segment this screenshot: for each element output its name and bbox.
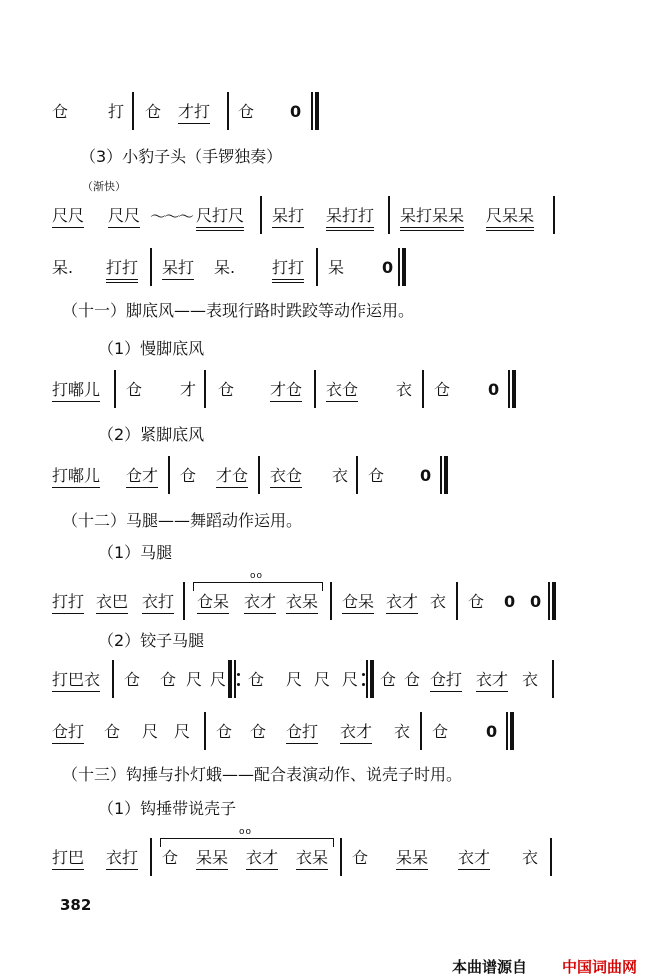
beat-token: 衣才: [476, 670, 508, 692]
beat-token: 衣: [522, 670, 539, 689]
beat-token: 仓: [162, 848, 179, 867]
beat-token: 尺: [342, 670, 359, 689]
beat-token: 衣才: [340, 722, 372, 744]
beat-token: 呆: [328, 258, 345, 277]
rest-token: 0: [530, 592, 542, 611]
beat-token: 呆.: [52, 258, 74, 277]
subsection-heading: （1）马腿: [98, 543, 173, 562]
beat-token: 打: [108, 102, 125, 121]
rest-token: 0: [486, 722, 498, 741]
barline: [258, 456, 260, 494]
phrase-bracket: [160, 827, 334, 847]
beat-token: 呆打: [272, 206, 304, 228]
subsection-heading: （2）紧脚底风: [98, 425, 205, 444]
beat-token: 打巴: [52, 848, 84, 870]
subsection-heading: （1）钩捶带说壳子: [98, 799, 237, 818]
barline: [204, 712, 206, 750]
beat-token: 仓: [248, 670, 265, 689]
beat-token: 打打: [52, 592, 84, 614]
beat-token: 衣: [332, 466, 349, 485]
section-heading: （十二）马腿——舞蹈动作运用。: [62, 511, 303, 530]
beat-token: 打嘟儿: [52, 466, 100, 488]
beat-token: 衣仓: [270, 466, 302, 488]
final-barline: [548, 582, 556, 620]
beat-token: 仓: [434, 380, 451, 399]
final-barline: [440, 456, 448, 494]
beat-token: 仓打: [52, 722, 84, 744]
beat-token: 仓: [368, 466, 385, 485]
beat-token: 打打: [106, 258, 138, 283]
beat-token: 衣: [430, 592, 447, 611]
score-line-2: [0, 196, 660, 236]
beat-token: 仓打: [286, 722, 318, 744]
repeat-end-sign: [362, 660, 374, 698]
score-line-5: [0, 456, 660, 496]
beat-token: 打巴衣: [52, 670, 100, 692]
beat-token: 才仓: [270, 380, 302, 402]
tremolo-mark: ～～～: [150, 207, 193, 226]
score-line-3: [0, 248, 660, 288]
beat-token: 仓: [432, 722, 449, 741]
repeat-start-sign: [228, 660, 240, 698]
beat-token: 尺打尺: [196, 206, 244, 231]
section-heading: （3）小豹子头（手锣独奏）: [80, 147, 283, 166]
beat-token: 打嘟儿: [52, 380, 100, 402]
rest-token: 0: [504, 592, 516, 611]
beat-token: 衣: [396, 380, 413, 399]
beat-token: 呆打呆呆: [400, 206, 464, 231]
beat-token: 尺: [286, 670, 303, 689]
beat-token: 呆.: [214, 258, 236, 277]
beat-token: 仓: [250, 722, 267, 741]
barline: [132, 92, 134, 130]
barline: [340, 838, 342, 876]
section-heading: （十一）脚底风——表现行路时跌跤等动作运用。: [62, 301, 415, 320]
beat-token: 打打: [272, 258, 304, 283]
beat-token: 仓: [404, 670, 421, 689]
beat-token: 才打: [178, 102, 210, 124]
score-line-6: [0, 571, 660, 622]
footer-site-link[interactable]: 中国词曲网: [562, 958, 638, 976]
barline: [552, 660, 554, 698]
beat-token: 才: [180, 380, 197, 399]
section-heading: （十三）钩捶与扑灯蛾——配合表演动作、说壳子时用。: [62, 765, 463, 784]
barline: [388, 196, 390, 234]
score-line-4: [0, 370, 660, 410]
beat-token: 衣才: [458, 848, 490, 870]
beat-token: 尺尺: [108, 206, 140, 228]
beat-token: 仓呆: [197, 592, 229, 614]
final-barline: [398, 248, 406, 286]
score-line-9: [0, 827, 660, 878]
barline: [114, 370, 116, 408]
rest-token: 0: [290, 102, 302, 121]
beat-token: 尺: [314, 670, 331, 689]
footer-source-label: 本曲谱源自: [452, 958, 528, 976]
beat-token: 仓: [352, 848, 369, 867]
barline: [112, 660, 114, 698]
score-line-8: [0, 712, 660, 752]
beat-token: 仓: [380, 670, 397, 689]
barline: [456, 582, 458, 620]
beat-token: 仓: [238, 102, 255, 121]
beat-token: 衣: [394, 722, 411, 741]
beat-token: 衣才: [246, 848, 278, 870]
barline: [422, 370, 424, 408]
barline: [420, 712, 422, 750]
barline: [550, 838, 552, 876]
rest-token: 0: [382, 258, 394, 277]
barline: [227, 92, 229, 130]
page-number: 382: [60, 896, 92, 914]
beat-token: 衣呆: [296, 848, 328, 870]
beat-token: 仓: [104, 722, 121, 741]
beat-token: 呆呆: [396, 848, 428, 870]
beat-token: 衣打: [106, 848, 138, 870]
rest-token: 0: [420, 466, 432, 485]
barline: [260, 196, 262, 234]
beat-token: 衣: [522, 848, 539, 867]
beat-token: 仓: [180, 466, 197, 485]
beat-token: 衣才: [386, 592, 418, 614]
beat-token: 仓才: [126, 466, 158, 488]
score-line-7: [0, 660, 660, 700]
beat-token: 仓: [468, 592, 485, 611]
beat-token: 尺: [210, 670, 227, 689]
beat-token: 呆呆: [196, 848, 228, 870]
barline: [168, 456, 170, 494]
beat-token: 尺: [142, 722, 159, 741]
beat-token: 仓: [160, 670, 177, 689]
beat-token: 尺: [186, 670, 203, 689]
beat-token: 衣呆: [286, 592, 318, 614]
beat-token: 才仓: [216, 466, 248, 488]
final-barline: [508, 370, 516, 408]
barline: [183, 582, 185, 620]
subsection-heading: （2）铰子马腿: [98, 631, 205, 650]
beat-token: 仓: [216, 722, 233, 741]
score-line-1: [0, 92, 660, 132]
beat-token: 尺尺: [52, 206, 84, 228]
beat-token: 仓: [145, 102, 162, 121]
rest-token: 0: [488, 380, 500, 399]
beat-token: 仓打: [430, 670, 462, 692]
beat-token: 衣才: [244, 592, 276, 614]
beat-token: 仓: [124, 670, 141, 689]
final-barline: [311, 92, 319, 130]
barline: [330, 582, 332, 620]
barline: [356, 456, 358, 494]
beat-token: 呆打: [162, 258, 194, 280]
beat-token: 衣巴: [96, 592, 128, 614]
beat-token: 呆打打: [326, 206, 374, 231]
barline: [314, 370, 316, 408]
phrase-mark: oo: [250, 571, 264, 581]
subsection-heading: （1）慢脚底风: [98, 339, 205, 358]
beat-token: 仓: [218, 380, 235, 399]
beat-token: 衣打: [142, 592, 174, 614]
beat-token: 仓呆: [342, 592, 374, 614]
beat-token: 仓: [52, 102, 69, 121]
tempo-mark: （渐快）: [82, 180, 126, 193]
final-barline: [506, 712, 514, 750]
phrase-bracket: [193, 571, 323, 591]
barline: [553, 196, 555, 234]
barline: [316, 248, 318, 286]
phrase-mark: oo: [239, 827, 253, 837]
barline: [204, 370, 206, 408]
beat-token: 尺呆呆: [486, 206, 534, 231]
beat-token: 仓: [126, 380, 143, 399]
barline: [150, 248, 152, 286]
beat-token: 尺: [174, 722, 191, 741]
barline: [150, 838, 152, 876]
beat-token: 衣仓: [326, 380, 358, 402]
